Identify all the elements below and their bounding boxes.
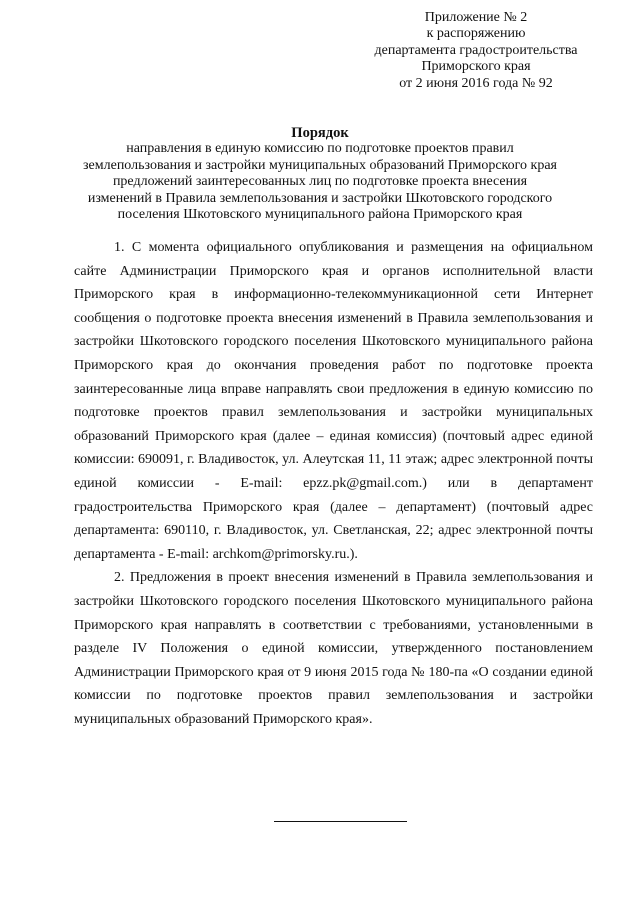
appendix-number: Приложение № 2 xyxy=(424,10,528,25)
title-line: землепользования и застройки муниципальных образований Приморского края xyxy=(83,157,557,173)
closing-divider xyxy=(274,821,407,822)
appendix-region: Приморского края xyxy=(421,59,531,75)
title-line: направления в единую комиссию по подготовке проектов правил xyxy=(126,141,514,157)
appendix-date: от 2 июня 2016 года № 92 xyxy=(399,75,553,91)
appendix-reference: к распоряжению xyxy=(426,26,526,42)
paragraph-1: 1. С момента официального опубликования и размещения на официальном сайте Администрации Приморского края и органов исполнительной власти Приморского края в информационно-телекоммуникационной сети Интернет сообщения о подготовке проекта внесения изменений в Правила землепользования и застройки Шкотовского городского поселения Шкотовского муниципального района Приморского края до окончания проведения работ по подготовке проекта заинтересованные лица вправе направлять свои предложения в единую комиссию по подготовке проектов правил землепользования и застройки муниципальных образований Приморского края (далее – единая комиссия) (почтовый адрес единой комиссии: 690091, г. Владивосток, ул. Алеутская 11, 11 этаж; адрес электронной почты единой комиссии - E-mail: epzz.pk@gmail.com.) или в департамент градостроительства Приморского края (далее – департамент) (почтовый адрес департамента: 690110, г. Владивосток, ул. Светланская, 22; адрес электронной почты департамента - E-mail: archkom@primorsky.ru.). xyxy=(74,240,593,562)
title-line: изменений в Правила землепользования и застройки Шкотовского городского xyxy=(87,190,553,206)
document-body xyxy=(74,236,593,731)
appendix-department: департамента градостроительства xyxy=(374,42,578,58)
title-line: поселения Шкотовского муниципального района Приморского края xyxy=(117,207,523,223)
document-title xyxy=(64,125,576,223)
title-heading: Порядок xyxy=(291,125,349,141)
title-line: предложений заинтересованных лиц по подготовке проекта внесения xyxy=(112,174,528,190)
paragraph-2: 2. Предложения в проект внесения изменений в Правила землепользования и застройки Шкотовского городского поселения Шкотовского муниципального района Приморского края направлять в соответствии с требованиями, установленными в разделе IV Положения о единой комиссии, утвержденного постановлением Администрации Приморского края от 9 июня 2015 года № 180-па «О создании единой комиссии по подготовке проектов правил землепользования и застройки муниципальных образований Приморского края». xyxy=(74,570,593,727)
appendix-header xyxy=(360,10,592,92)
